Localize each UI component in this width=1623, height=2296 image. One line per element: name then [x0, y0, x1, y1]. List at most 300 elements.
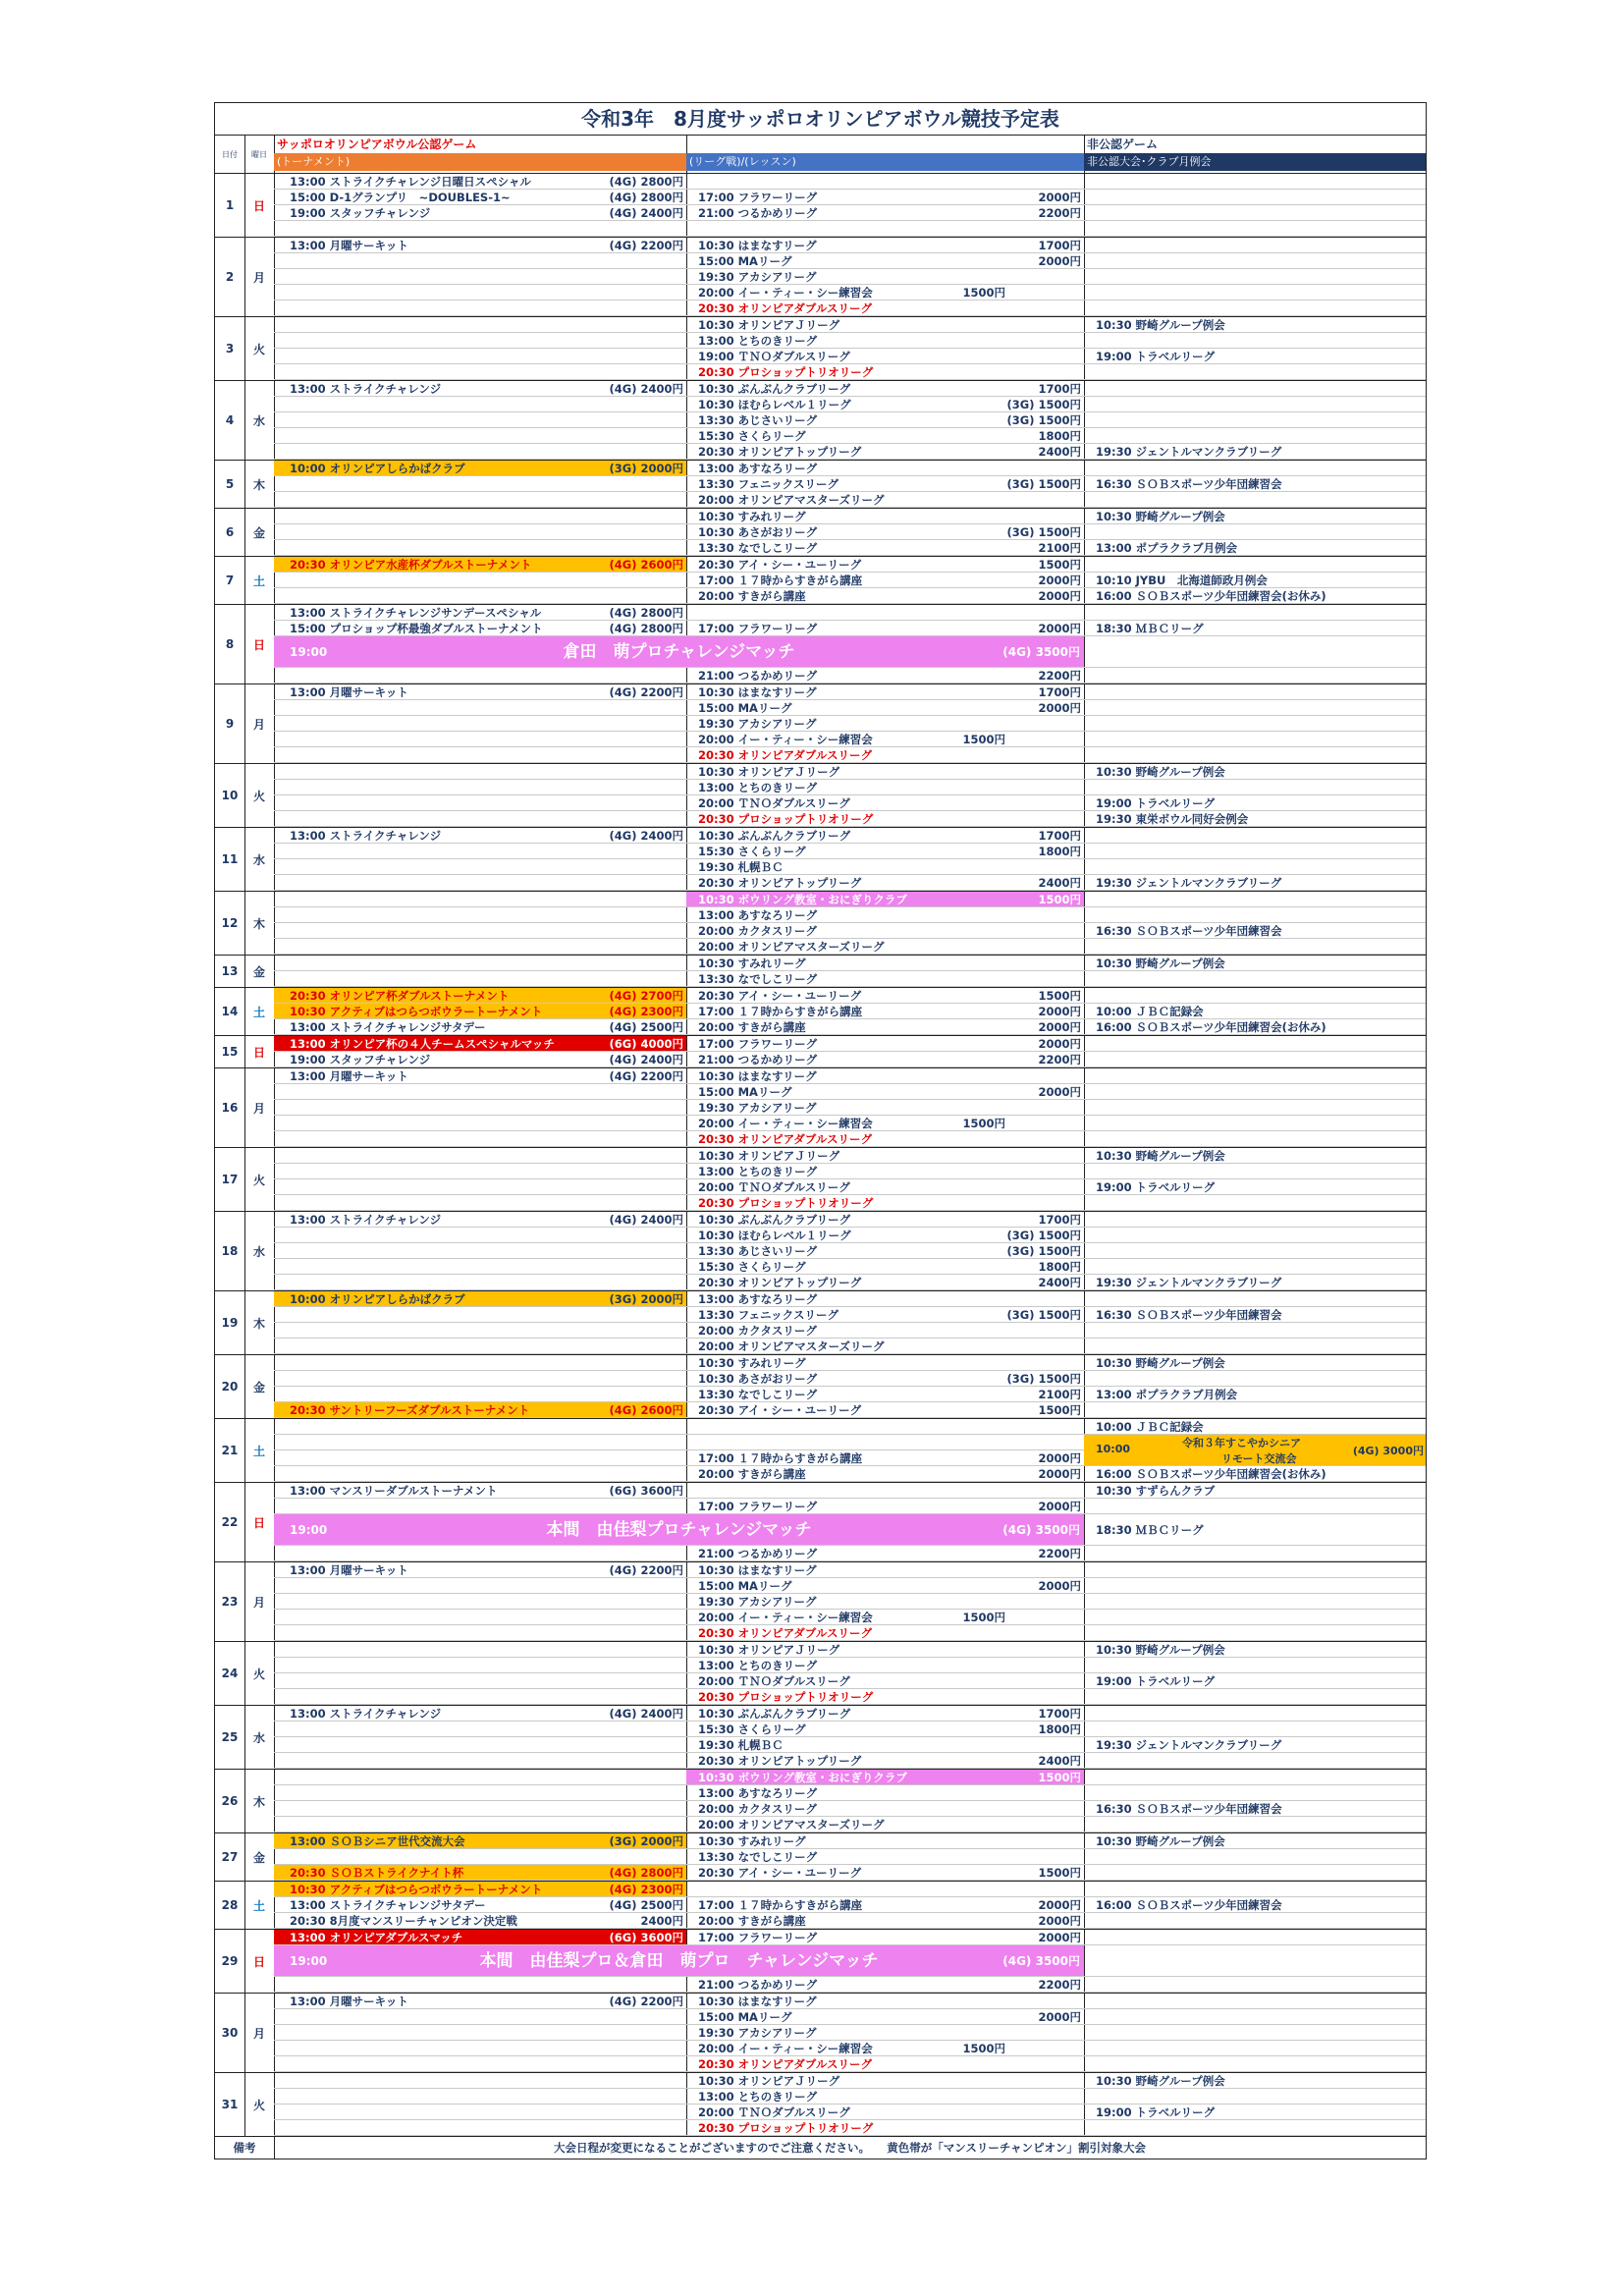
c1-entry	[274, 1770, 686, 1785]
entry-name: 20:30 アイ・シー・ユーリーグ	[698, 989, 862, 1003]
c1-entry	[274, 1004, 686, 1019]
c3-entry	[1084, 1371, 1426, 1387]
unofficial-column	[1084, 509, 1426, 556]
day-row	[215, 1483, 1426, 1562]
entry-name: 10:30 ほむらレベル１リーグ	[698, 1229, 851, 1242]
c2-entry	[686, 1179, 1084, 1195]
entry-price: (3G) 1500円	[1006, 477, 1081, 491]
entry-name: 20:00 オリンピアマスターズリーグ	[698, 1818, 885, 1831]
c2-entry	[686, 428, 1084, 444]
c3-entry	[1084, 2041, 1426, 2056]
entry-price: 2200円	[1038, 1053, 1081, 1066]
day-weekday: 金	[244, 956, 275, 987]
c2-entry	[686, 764, 1084, 780]
entry-price: 2000円	[1038, 701, 1081, 715]
box-time: 10:00	[1096, 1443, 1131, 1455]
day-row	[215, 317, 1426, 381]
day-date: 2	[215, 238, 245, 316]
official-column	[274, 1994, 687, 2072]
c2-entry	[686, 1817, 1084, 1832]
entry-price: (6G) 4000円	[609, 1037, 683, 1051]
c2-entry	[686, 1930, 1084, 1945]
c3-entry	[1084, 1466, 1426, 1482]
c1-entry	[274, 1546, 686, 1561]
c1-entry	[274, 1243, 686, 1259]
c1-entry	[274, 605, 686, 621]
entry-name: 19:30 札幌ＢＣ	[698, 860, 784, 874]
c2-entry	[686, 540, 1084, 556]
entry-name: 10:00 オリンピアしらかばクラブ	[290, 462, 465, 475]
entry-name: 20:00 イー・ティー・シー練習会	[698, 286, 873, 300]
unofficial-column	[1084, 1930, 1426, 1993]
entry-name: 10:30 野崎グループ例会	[1096, 2074, 1225, 2088]
official-column	[274, 238, 687, 316]
c2-entry	[686, 859, 1084, 875]
day-date: 1	[215, 174, 245, 237]
day-row	[215, 1212, 1426, 1291]
c2-entry	[686, 1339, 1084, 1354]
entry-name: 13:00 あすなろリーグ	[698, 462, 818, 475]
day-date: 20	[215, 1355, 245, 1418]
c1-entry	[274, 174, 686, 190]
entry-name: 16:00 ＳＯＢスポーツ少年団練習会	[1096, 1898, 1282, 1912]
league-column	[686, 1355, 1085, 1418]
c2-entry	[686, 2056, 1084, 2072]
c1-entry	[274, 1673, 686, 1689]
c3-entry	[1084, 1849, 1426, 1865]
entry-name: 10:30 すみれリーグ	[698, 1356, 806, 1370]
official-column	[274, 1036, 687, 1067]
band-time: 19:00	[290, 645, 328, 659]
c3-entry	[1084, 1785, 1426, 1801]
c3-entry	[1084, 317, 1426, 333]
c3-entry	[1084, 1658, 1426, 1673]
c2-entry	[686, 828, 1084, 844]
entry-price: 2200円	[1038, 1978, 1081, 1992]
c1-entry	[274, 2041, 686, 2056]
day-date: 9	[215, 684, 245, 763]
unofficial-band-row	[1084, 1945, 1426, 1977]
entry-name: 13:00 とちのきリーグ	[698, 2090, 818, 2104]
league-column	[686, 461, 1085, 508]
day-weekday: 木	[244, 1770, 275, 1832]
day-date: 14	[215, 988, 245, 1035]
entry-name: 15:00 プロショップ杯最強ダブルストーナメント	[290, 622, 543, 635]
pro-challenge-match-band	[274, 1514, 1084, 1546]
c2-entry	[686, 923, 1084, 939]
c2-entry	[686, 1801, 1084, 1817]
entry-name: 17:00 １７時からすきがら講座	[698, 1005, 863, 1018]
c2-entry	[686, 412, 1084, 428]
entry-price: (3G) 1500円	[1006, 1308, 1081, 1322]
official-column	[274, 557, 687, 604]
c3-entry	[1084, 461, 1426, 476]
entry-price: (4G) 2800円	[609, 622, 683, 635]
c2-entry	[686, 461, 1084, 476]
entry-price: 2200円	[1038, 1547, 1081, 1560]
c2-entry	[686, 1164, 1084, 1179]
entry-name: 10:30 はまなすリーグ	[698, 1995, 817, 2008]
day-weekday: 土	[244, 557, 275, 604]
c3-entry	[1084, 1930, 1426, 1945]
unofficial-column	[1084, 1882, 1426, 1929]
c1-entry	[274, 301, 686, 316]
entry-name: 10:00 ＪＢＣ記録会	[1096, 1005, 1204, 1018]
entry-price: 2000円	[1038, 1020, 1081, 1034]
c3-entry	[1084, 1594, 1426, 1610]
entry-name: 10:30 ぶんぶんクラブリーグ	[698, 829, 851, 843]
entry-name: 10:30 すみれリーグ	[698, 1834, 806, 1848]
c1-entry	[274, 1323, 686, 1339]
official-column	[274, 381, 687, 460]
entry-price: 1500円	[962, 2042, 1005, 2055]
entry-name: 15:30 さくらリーグ	[698, 1260, 806, 1274]
day-row	[215, 1994, 1426, 2073]
league-column	[686, 174, 1085, 237]
c2-entry	[686, 2120, 1084, 2136]
entry-price: (4G) 2500円	[609, 1020, 683, 1034]
c3-entry	[1084, 444, 1426, 460]
c3-entry	[1084, 1546, 1426, 1561]
c2-entry	[686, 811, 1084, 827]
entry-name: 13:00 オリンピア杯の４人チームスペシャルマッチ	[290, 1037, 555, 1051]
day-date: 13	[215, 956, 245, 987]
entry-price: 2000円	[1038, 1451, 1081, 1465]
unofficial-column	[1084, 1994, 1426, 2072]
c1-entry	[274, 1212, 686, 1228]
c3-entry	[1084, 1642, 1426, 1658]
unofficial-column	[1084, 461, 1426, 508]
c2-entry	[686, 1882, 1084, 1897]
entry-name: 15:30 さくらリーグ	[698, 429, 806, 443]
entry-name: 21:00 つるかめリーグ	[698, 1053, 818, 1066]
entry-name: 16:00 ＳＯＢスポーツ少年団練習会(お休み)	[1096, 1020, 1326, 1034]
entry-name: 13:30 なでしこリーグ	[698, 541, 818, 555]
official-column	[274, 828, 687, 891]
entry-name: 20:00 すきがら講座	[698, 1020, 806, 1034]
header-league-blank	[686, 136, 1084, 153]
day-weekday: 日	[244, 1036, 275, 1067]
c1-entry	[274, 1036, 686, 1052]
c1-entry	[274, 1131, 686, 1147]
day-row	[215, 461, 1426, 509]
entry-name: 20:30 オリンピアダブルスリーグ	[698, 1132, 872, 1146]
c2-entry	[686, 1642, 1084, 1658]
c2-entry	[686, 2041, 1084, 2056]
c1-entry	[274, 716, 686, 732]
entry-name: 20:00 ＴＮＯダブルスリーグ	[698, 1674, 850, 1688]
day-weekday: 土	[244, 1419, 275, 1482]
c2-entry	[686, 1913, 1084, 1929]
c2-entry	[686, 349, 1084, 364]
unofficial-band-row	[1084, 636, 1426, 668]
c3-entry	[1084, 2105, 1426, 2120]
entry-name: 20:00 カクタスリーグ	[698, 924, 817, 938]
entry-price: 2000円	[1038, 254, 1081, 268]
entry-name: 10:30 野崎グループ例会	[1096, 1149, 1225, 1163]
league-column	[686, 1036, 1085, 1067]
unofficial-column	[1084, 605, 1426, 683]
entry-name: 13:00 ストライクチャレンジサタデー	[290, 1898, 486, 1912]
entry-name: 10:30 はまなすリーグ	[698, 239, 817, 252]
c2-entry	[686, 1594, 1084, 1610]
c1-entry	[274, 492, 686, 508]
c1-entry	[274, 1642, 686, 1658]
c3-entry	[1084, 1212, 1426, 1228]
c1-entry	[274, 428, 686, 444]
entry-name: 13:00 とちのきリーグ	[698, 1659, 818, 1672]
entry-name: 20:00 イー・ティー・シー練習会	[698, 733, 873, 746]
c3-entry	[1084, 828, 1426, 844]
c1-entry	[274, 1179, 686, 1195]
c3-entry	[1084, 2009, 1426, 2025]
entry-price: (4G) 2700円	[609, 989, 683, 1003]
league-column	[686, 1291, 1085, 1354]
entry-name: 13:30 なでしこリーグ	[698, 1388, 818, 1401]
entry-name: 18:30 ＭＢＣリーグ	[1096, 622, 1204, 635]
c3-entry	[1084, 956, 1426, 971]
c2-entry	[686, 907, 1084, 923]
band-price: (4G) 3500円	[1002, 1523, 1080, 1537]
page-title: 令和3年 8月度サッポロオリンピアボウル競技予定表	[215, 103, 1426, 136]
entry-name: 20:00 オリンピアマスターズリーグ	[698, 493, 885, 507]
entry-name: 10:30 ぶんぶんクラブリーグ	[698, 1213, 851, 1227]
band-time: 19:00	[290, 1523, 328, 1537]
entry-name: 10:30 オリンピアＪリーグ	[698, 1149, 840, 1163]
c1-entry	[274, 1195, 686, 1211]
entry-price: 2400円	[1038, 876, 1081, 890]
header-tournament-label: (トーナメント)	[274, 153, 686, 171]
unofficial-column	[1084, 1419, 1426, 1482]
entry-price: 1700円	[1038, 829, 1081, 843]
entry-name: 13:00 とちのきリーグ	[698, 781, 818, 794]
day-row	[215, 1706, 1426, 1770]
c3-entry	[1084, 1387, 1426, 1402]
schedule-sheet	[214, 102, 1427, 2159]
c2-entry	[686, 2073, 1084, 2089]
c1-entry	[274, 1689, 686, 1705]
c1-entry	[274, 1578, 686, 1594]
entry-name: 10:30 すみれリーグ	[698, 510, 806, 523]
entry-price: (6G) 3600円	[609, 1931, 683, 1944]
day-row	[215, 2073, 1426, 2137]
entry-name: 16:30 ＳＯＢスポーツ少年団練習会	[1096, 477, 1282, 491]
c1-entry	[274, 221, 686, 237]
header-date: 日付	[215, 136, 245, 173]
c3-entry	[1084, 1100, 1426, 1116]
c3-entry	[1084, 1737, 1426, 1753]
c1-entry	[274, 1291, 686, 1307]
c2-entry	[686, 1658, 1084, 1673]
c2-entry	[686, 301, 1084, 316]
c3-entry	[1084, 1084, 1426, 1100]
pro-challenge-match-band	[274, 1945, 1084, 1977]
c1-entry	[274, 1068, 686, 1084]
day-weekday: 日	[244, 605, 275, 683]
c3-entry	[1084, 684, 1426, 700]
official-column	[274, 2073, 687, 2136]
entry-name: 16:00 ＳＯＢスポーツ少年団練習会(お休み)	[1096, 1467, 1326, 1481]
day-row	[215, 1036, 1426, 1068]
c1-entry	[274, 190, 686, 205]
c2-entry	[686, 1673, 1084, 1689]
day-row	[215, 381, 1426, 461]
entry-name: 10:30 あさがおリーグ	[698, 525, 818, 539]
entry-name: 15:00 MAリーグ	[698, 1579, 792, 1593]
c1-entry	[274, 2073, 686, 2089]
c1-entry	[274, 1977, 686, 1993]
c1-entry	[274, 780, 686, 795]
c3-entry	[1084, 524, 1426, 540]
c3-entry	[1084, 716, 1426, 732]
entry-name: 13:30 フェニックスリーグ	[698, 477, 839, 491]
entry-name: 19:00 トラベルリーグ	[1096, 1180, 1216, 1194]
entry-price: 1800円	[1038, 429, 1081, 443]
official-column	[274, 461, 687, 508]
entry-name: 13:00 月曜サーキット	[290, 1995, 408, 2008]
unofficial-column	[1084, 956, 1426, 987]
entry-name: 13:00 月曜サーキット	[290, 685, 408, 699]
entry-name: 19:00 スタッフチャレンジ	[290, 1053, 431, 1066]
entry-price: 2000円	[1038, 1005, 1081, 1018]
entry-name: 19:30 アカシアリーグ	[698, 1595, 817, 1609]
league-column	[686, 509, 1085, 556]
c3-entry	[1084, 573, 1426, 588]
entry-name: 19:30 ジェントルマンクラブリーグ	[1096, 1738, 1282, 1752]
official-column	[274, 509, 687, 556]
c2-entry	[686, 1131, 1084, 1147]
c1-entry	[274, 1882, 686, 1897]
c2-entry	[686, 1753, 1084, 1769]
c3-entry	[1084, 795, 1426, 811]
c2-entry	[686, 524, 1084, 540]
c2-entry	[686, 1770, 1084, 1785]
entry-name: 20:30 プロショップトリオリーグ	[698, 2121, 874, 2135]
league-column	[686, 1882, 1085, 1929]
c3-entry	[1084, 349, 1426, 364]
c3-entry	[1084, 1770, 1426, 1785]
entry-name: 15:00 D-1グランプリ ~DOUBLES-1~	[290, 191, 511, 204]
c3-entry	[1084, 1339, 1426, 1354]
c2-entry	[686, 875, 1084, 891]
c1-entry	[274, 1339, 686, 1354]
entry-name: 20:30 プロショップトリオリーグ	[698, 1196, 874, 1210]
entry-price: (4G) 2400円	[609, 1053, 683, 1066]
c1-entry	[274, 573, 686, 588]
entry-name: 19:00 ＴＮＯダブルスリーグ	[698, 350, 850, 363]
c3-entry	[1084, 1483, 1426, 1499]
c2-entry	[686, 1994, 1084, 2009]
official-column	[274, 1291, 687, 1354]
entry-name: 20:00 すきがら講座	[698, 1914, 806, 1928]
c2-entry	[686, 381, 1084, 397]
entry-name: 20:30 オリンピアトップリーグ	[698, 1276, 862, 1289]
c3-entry	[1084, 747, 1426, 763]
entry-name: 13:00 あすなろリーグ	[698, 1786, 818, 1800]
official-column	[274, 1562, 687, 1641]
entry-name: 19:00 トラベルリーグ	[1096, 350, 1216, 363]
c2-entry	[686, 1625, 1084, 1641]
day-row	[215, 956, 1426, 988]
day-date: 31	[215, 2073, 245, 2136]
c3-entry	[1084, 1116, 1426, 1131]
unofficial-column	[1084, 1355, 1426, 1418]
c3-entry	[1084, 588, 1426, 604]
entry-price: (6G) 3600円	[609, 1484, 683, 1498]
entry-name: 13:00 ストライクチャレンジサンデースペシャル	[290, 606, 542, 620]
day-weekday: 月	[244, 684, 275, 763]
entry-price: 2000円	[1038, 574, 1081, 587]
c1-entry	[274, 923, 686, 939]
c2-entry	[686, 1355, 1084, 1371]
day-date: 4	[215, 381, 245, 460]
c2-entry	[686, 1977, 1084, 1993]
entry-name: 17:00 フラワーリーグ	[698, 1931, 818, 1944]
entry-price: 1500円	[1038, 989, 1081, 1003]
c3-entry	[1084, 397, 1426, 412]
day-weekday: 金	[244, 509, 275, 556]
entry-price: 1500円	[1038, 1866, 1081, 1880]
entry-name: 19:30 アカシアリーグ	[698, 2026, 817, 2040]
entry-name: 10:30 ボウリング教室・おにぎりクラブ	[698, 1771, 907, 1784]
entry-name: 20:00 イー・ティー・シー練習会	[698, 2042, 873, 2055]
day-date: 28	[215, 1882, 245, 1929]
c1-entry	[274, 1419, 686, 1435]
entry-name: 13:00 ストライクチャレンジ日曜日スペシャル	[290, 175, 531, 189]
day-weekday: 火	[244, 764, 275, 827]
entry-name: 13:00 とちのきリーグ	[698, 334, 818, 348]
c1-entry	[274, 269, 686, 285]
entry-name: 18:30 ＭＢＣリーグ	[1096, 1523, 1204, 1537]
c3-entry	[1084, 1817, 1426, 1832]
c2-entry	[686, 1785, 1084, 1801]
entry-name: 13:00 あすなろリーグ	[698, 908, 818, 922]
day-row	[215, 892, 1426, 956]
entry-name: 19:30 札幌ＢＣ	[698, 1738, 784, 1752]
c1-entry	[274, 2120, 686, 2136]
day-row	[215, 1291, 1426, 1355]
c1-entry	[274, 668, 686, 683]
official-column	[274, 988, 687, 1035]
c1-entry	[274, 1594, 686, 1610]
c2-entry	[686, 1737, 1084, 1753]
c3-entry	[1084, 939, 1426, 955]
unofficial-column	[1084, 1148, 1426, 1211]
unofficial-column	[1084, 1833, 1426, 1881]
c2-entry	[686, 1722, 1084, 1737]
entry-price: 2000円	[1038, 1898, 1081, 1912]
band-price: (4G) 3500円	[1002, 645, 1080, 659]
c2-entry	[686, 1307, 1084, 1323]
c1-entry	[274, 364, 686, 380]
c3-entry	[1084, 412, 1426, 428]
league-column	[686, 956, 1085, 987]
day-date: 3	[215, 317, 245, 380]
c3-entry	[1084, 557, 1426, 573]
c2-entry	[686, 1865, 1084, 1881]
c1-entry	[274, 524, 686, 540]
c3-entry	[1084, 2120, 1426, 2136]
c3-entry	[1084, 1562, 1426, 1578]
c2-entry	[686, 605, 1084, 621]
c1-entry	[274, 1849, 686, 1865]
entry-name: 20:30 オリンピアトップリーグ	[698, 445, 862, 459]
c2-entry	[686, 253, 1084, 269]
c1-entry	[274, 1483, 686, 1499]
c3-entry	[1084, 971, 1426, 987]
entry-price: 2400円	[1038, 1754, 1081, 1768]
c1-entry	[274, 588, 686, 604]
